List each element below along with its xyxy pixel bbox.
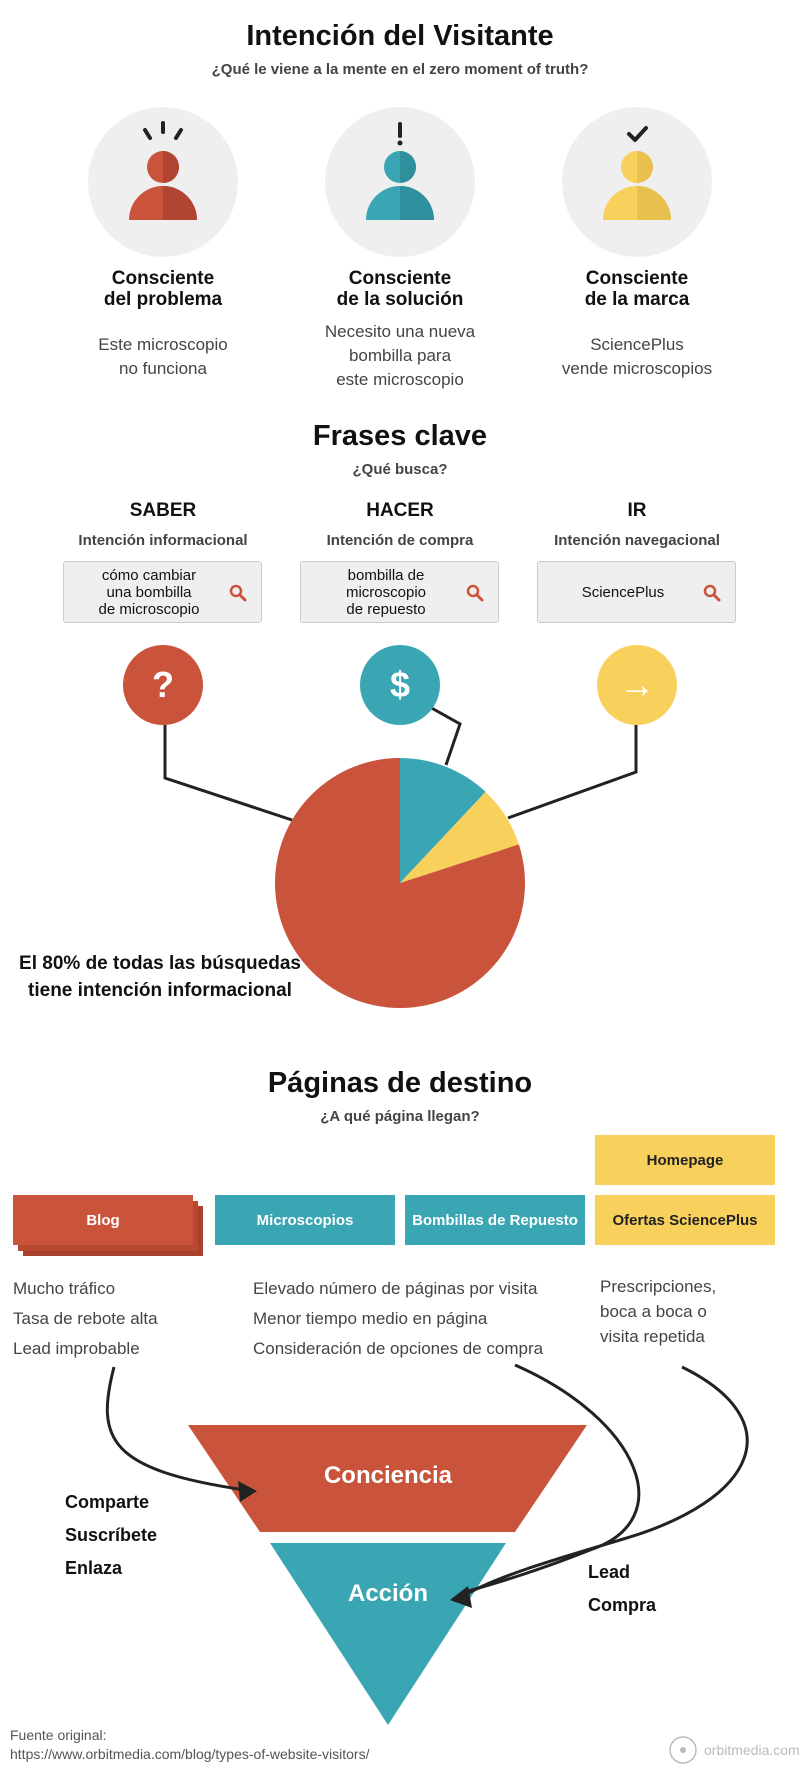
person-check-icon xyxy=(562,107,712,257)
list-item: Tasa de rebote alta xyxy=(13,1309,158,1328)
list-item: boca a boca o xyxy=(600,1302,707,1321)
kw-head-saber: SABER xyxy=(129,500,197,521)
search-icon xyxy=(229,584,247,602)
list-item: Lead xyxy=(588,1562,631,1582)
intent-desc-solution: Necesito una nueva bombilla para este microscopio xyxy=(324,322,476,389)
landing-list-brand xyxy=(600,1274,716,1349)
list-item: Mucho tráfico xyxy=(13,1279,116,1298)
list-item: Prescripciones, xyxy=(600,1277,717,1296)
person-alert-icon xyxy=(88,107,238,257)
intent-title: Intención del Visitante xyxy=(246,20,554,52)
intent-desc-brand: SciencePlus vende microscopios xyxy=(561,335,713,378)
question-icon: ? xyxy=(123,645,203,725)
footer-source xyxy=(10,1726,369,1764)
list-item: Menor tiempo medio en página xyxy=(253,1309,488,1328)
footer-source-url[interactable]: https://www.orbitmedia.com/blog/types-of-website-visitors/ xyxy=(10,1746,370,1762)
kw-sub-hacer: Intención de compra xyxy=(326,532,474,549)
arrow-right-icon: → xyxy=(597,645,677,725)
list-item: Lead improbable xyxy=(13,1339,140,1358)
list-item: Suscríbete xyxy=(65,1525,158,1545)
funnel-bottom-label: Acción xyxy=(347,1580,428,1607)
keywords-subtitle: ¿Qué busca? xyxy=(352,461,448,478)
kw-head-hacer: HACER xyxy=(366,500,434,521)
funnel-bottom-shape xyxy=(270,1543,506,1725)
landing-list-products xyxy=(253,1274,543,1364)
list-item: Enlaza xyxy=(65,1558,123,1578)
funnel-right-list xyxy=(588,1556,656,1622)
intent-desc-problem: Este microscopio no funciona xyxy=(98,335,228,378)
landing-title: Páginas de destino xyxy=(267,1067,533,1099)
funnel-top-label: Conciencia xyxy=(323,1462,453,1489)
search-icon xyxy=(703,584,721,602)
intent-title-problem: Consciente del problema xyxy=(103,268,223,310)
tag-homepage: Homepage xyxy=(595,1135,775,1185)
footer-source-label: Fuente original: xyxy=(10,1727,107,1743)
funnel-left-list xyxy=(65,1486,157,1585)
person-exclamation-icon xyxy=(325,107,475,257)
footer-logo xyxy=(668,1735,800,1765)
search-query-ir: SciencePlus xyxy=(581,583,665,601)
list-item: Consideración de opciones de compra xyxy=(253,1339,544,1358)
kw-sub-ir: Intención navegacional xyxy=(554,532,720,549)
search-query-hacer: bombilla de microscopio de repuesto xyxy=(345,566,427,618)
keywords-title: Frases clave xyxy=(312,420,488,452)
tag-microscopes: Microscopios xyxy=(215,1195,395,1245)
search-query-saber: cómo cambiar una bombilla de microscopio xyxy=(98,566,200,618)
list-item: Compra xyxy=(588,1595,657,1615)
search-box-hacer xyxy=(300,561,499,623)
kw-head-ir: IR xyxy=(627,500,647,521)
kw-sub-saber: Intención informacional xyxy=(78,532,248,549)
tag-bulbs: Bombillas de Repuesto xyxy=(405,1195,585,1245)
pie-stat-label: El 80% de todas las búsquedas tiene intención informacional xyxy=(19,953,301,1001)
tag-blog: Blog xyxy=(13,1195,193,1245)
intent-title-brand: Consciente de la marca xyxy=(584,268,690,310)
list-item: visita repetida xyxy=(600,1327,705,1346)
list-item: Comparte xyxy=(65,1492,150,1512)
list-item: Elevado número de páginas por visita xyxy=(253,1279,538,1298)
footer-logo-text: orbitmedia.com xyxy=(704,1742,800,1758)
tag-offers: Ofertas SciencePlus xyxy=(595,1195,775,1245)
intent-title-solution: Consciente de la solución xyxy=(336,268,464,310)
search-icon xyxy=(466,584,484,602)
dollar-icon: $ xyxy=(360,645,440,725)
landing-list-blog xyxy=(13,1274,158,1364)
search-box-ir xyxy=(537,561,736,623)
intent-subtitle: ¿Qué le viene a la mente en el zero moment of truth? xyxy=(211,61,589,78)
orbit-logo-icon xyxy=(668,1735,698,1765)
search-box-saber xyxy=(63,561,262,623)
landing-subtitle: ¿A qué página llegan? xyxy=(320,1108,480,1125)
